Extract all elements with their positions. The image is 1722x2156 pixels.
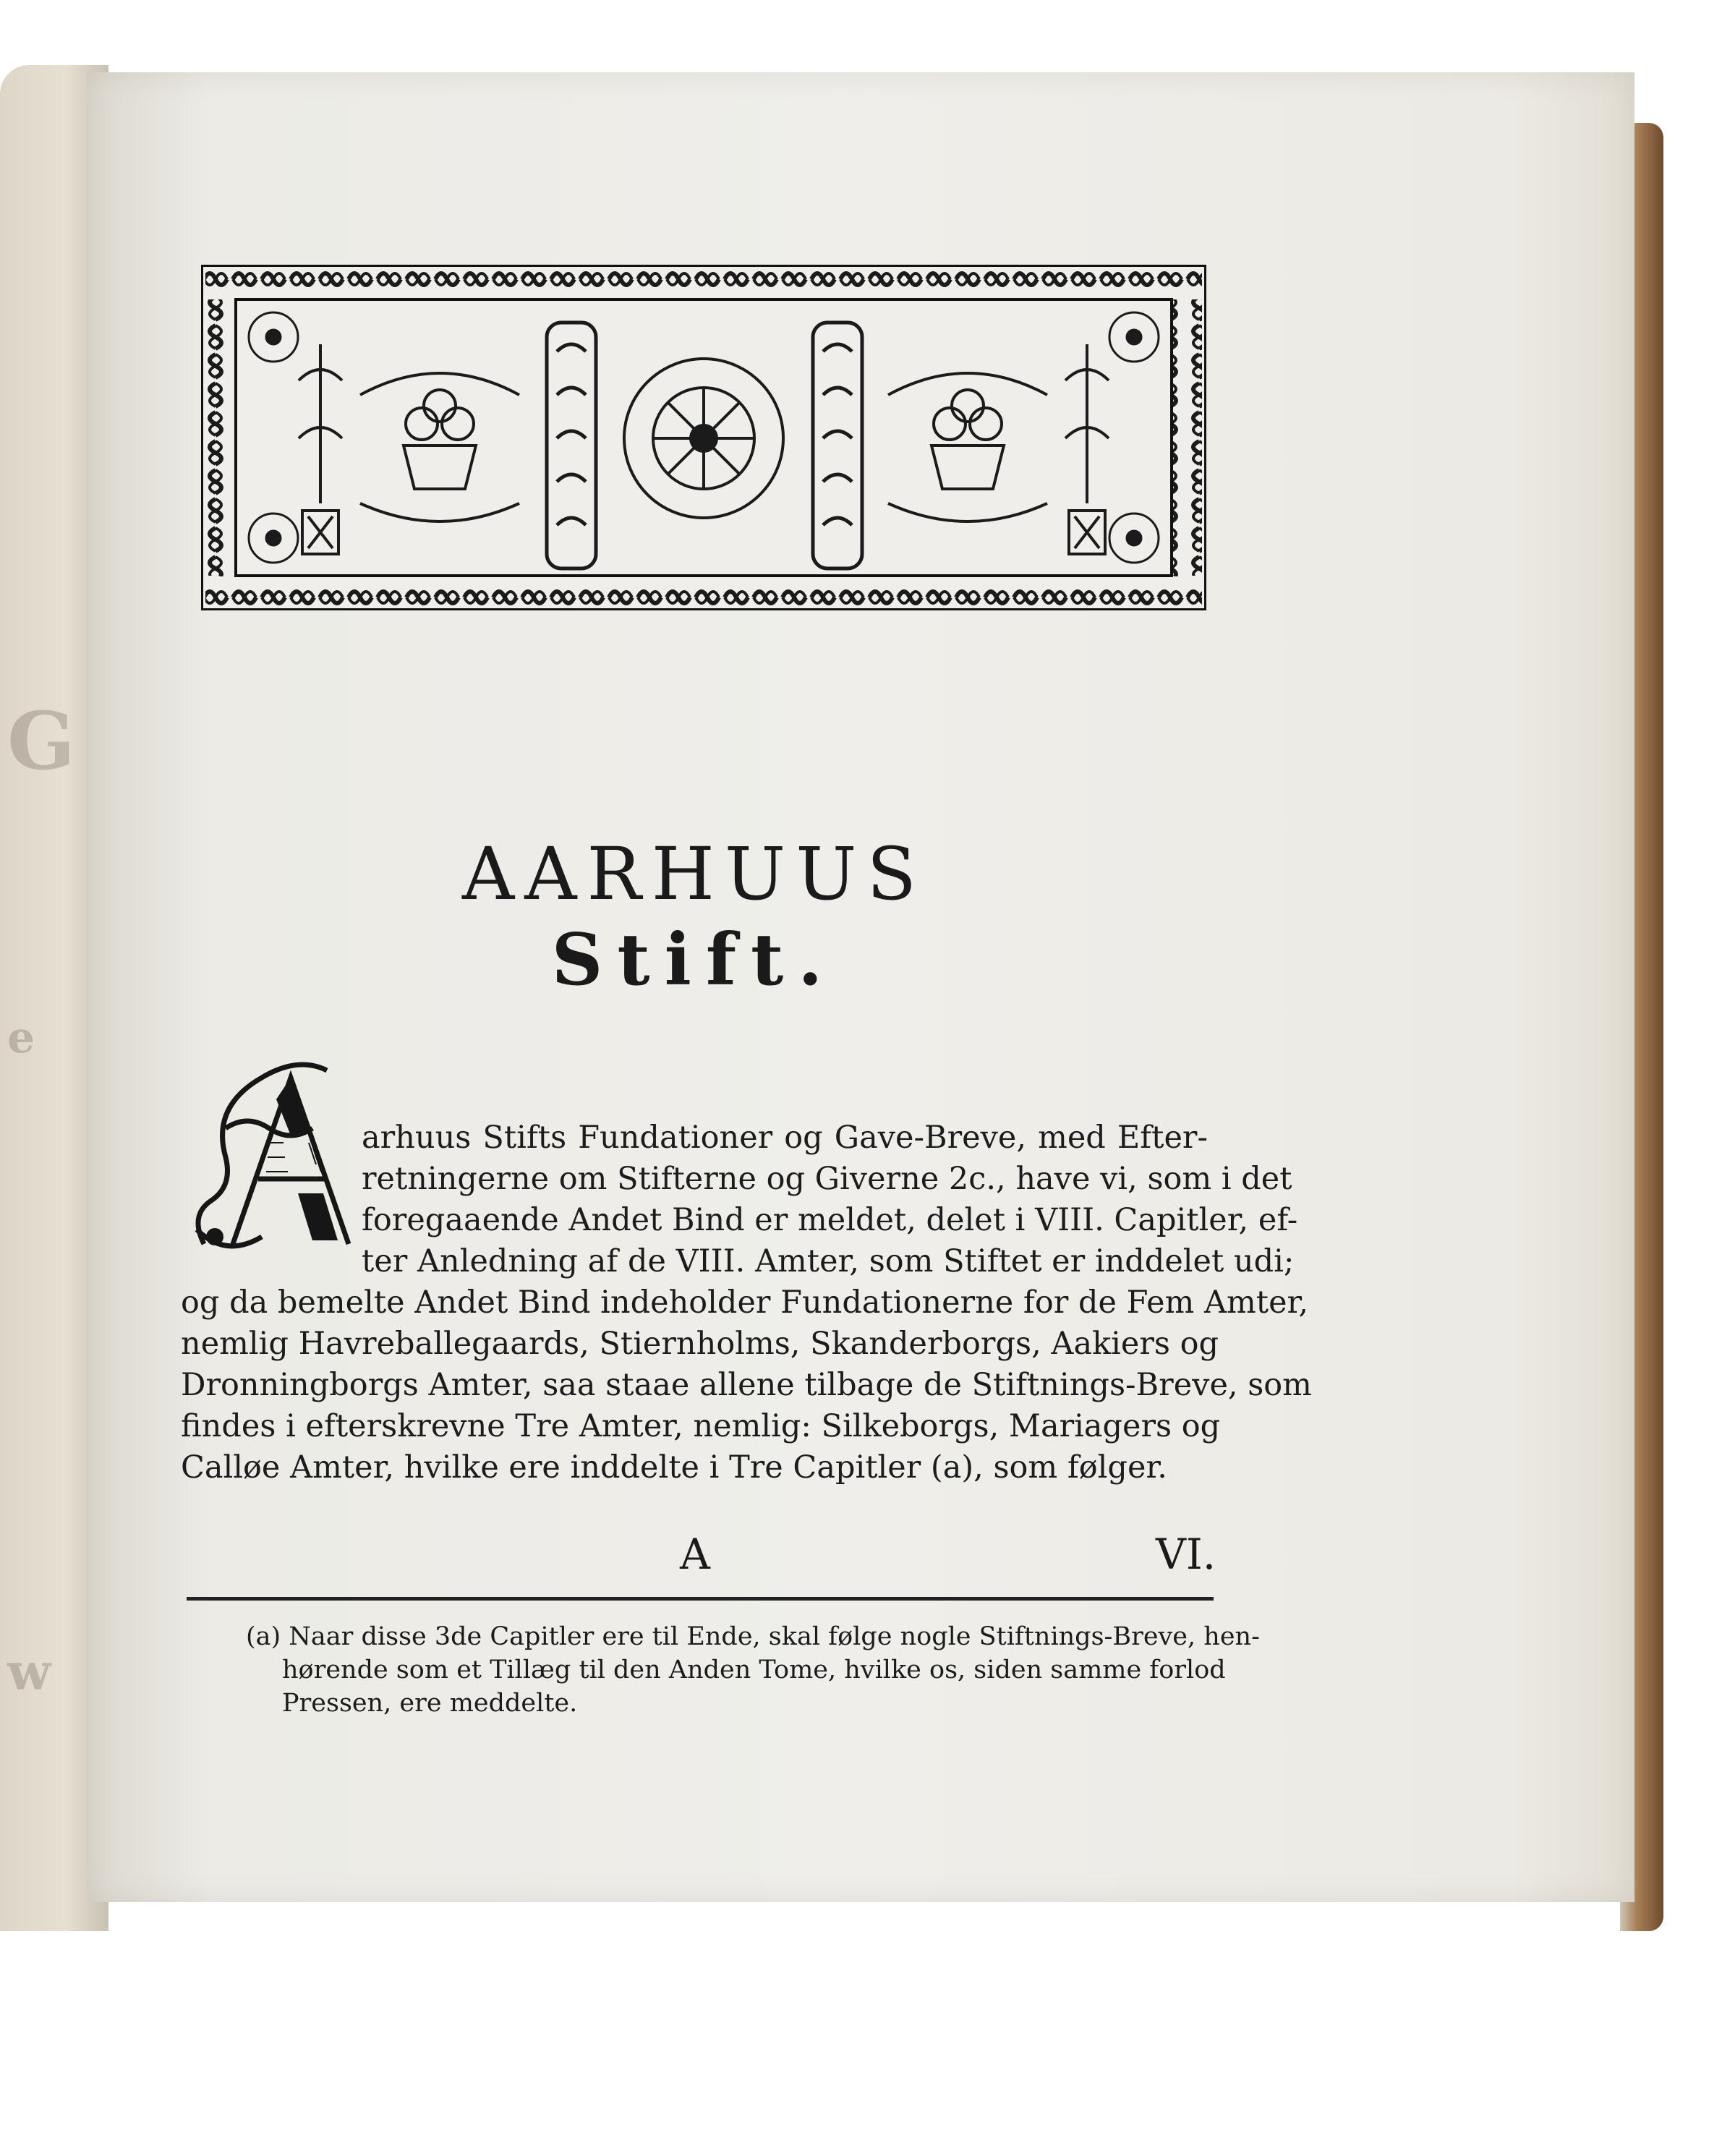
- body-line: Dronningborgs Amter, saa staae allene tilbage de Stiftnings-Breve, som: [181, 1367, 1312, 1403]
- body-paragraph: [181, 1117, 1312, 1488]
- body-line: og da bemelte Andet Bind indeholder Fundationerne for de Fem Amter,: [181, 1284, 1309, 1321]
- body-line: ter Anledning af de VIII. Amter, som Stiftet er inddelet udi;: [362, 1243, 1295, 1279]
- footnote: [246, 1620, 1260, 1720]
- catchword: VI.: [1156, 1530, 1216, 1579]
- body-line: foregaaende Andet Bind er meldet, delet i VIII. Capitler, ef-: [362, 1202, 1298, 1238]
- left-page-edge: G e w: [0, 65, 108, 1931]
- footnote-rule: [187, 1597, 1214, 1601]
- body-line: retningerne om Stifterne og Giverne 2c., have vi, som i det: [362, 1161, 1292, 1197]
- body-line: Calløe Amter, hvilke ere inddelte i Tre Capitler (a), som følger.: [181, 1449, 1167, 1486]
- footnote-line: Pressen, ere meddelte.: [282, 1689, 578, 1718]
- page-title: AARHUUS: [462, 832, 926, 916]
- header-ornament: [201, 265, 1206, 610]
- body-line: arhuus Stifts Fundationer og Gave-Breve, med Efter-: [362, 1120, 1208, 1156]
- page-subtitle: Stift.: [551, 919, 837, 1002]
- signature-mark: A: [680, 1530, 710, 1579]
- footnote-line: (a) Naar disse 3de Capitler ere til Ende, skal følge nogle Stiftnings-Breve, hen-: [246, 1622, 1260, 1651]
- footnote-line: hørende som et Tillæg til den Anden Tome, hvilke os, siden samme forlod: [282, 1656, 1226, 1684]
- body-line: findes i efterskrevne Tre Amter, nemlig: Silkeborgs, Mariagers og: [181, 1408, 1221, 1444]
- body-line: nemlig Havreballegaards, Stiernholms, Skanderborgs, Aakiers og: [181, 1326, 1219, 1362]
